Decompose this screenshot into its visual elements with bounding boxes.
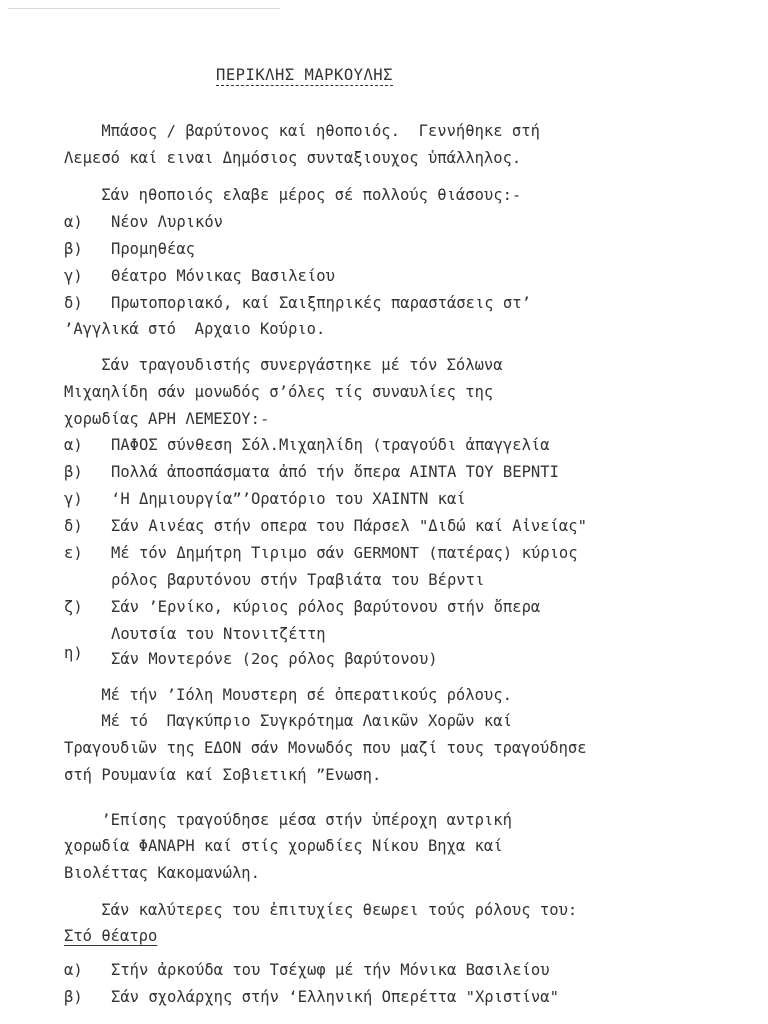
list-text: Σάν σχολάρχης στήν ‘Ελληνική Οπερέττα "Χριστίνα" xyxy=(111,988,559,1006)
list-text: ‘Η Δημιουργία”’Ορατόριο του ΧΑΙΝΤΝ καί xyxy=(111,490,466,508)
list-text: Σάν ’Ερνίκο, κύριος ρόλος βαρύτονου στήν ὄπερα xyxy=(111,598,541,616)
list-text: Σάν Αινέας στήν οπερα του Πάρσελ "Διδώ καί Αἰνείας" xyxy=(111,517,587,535)
singer-line-1: Σάν τραγουδιστής συνεργάστηκε μέ τόν Σόλωνα xyxy=(64,356,503,374)
page-title: ΠΕΡΙΚΛΗΣ ΜΑΡΚΟΥΛΗΣ xyxy=(216,66,393,84)
list-marker: γ) xyxy=(64,267,83,285)
list-text: Προμηθέας xyxy=(111,240,195,258)
list-text: Στήν ἀρκούδα του Τσέχωφ μέ τήν Μόνικα Βασιλείου xyxy=(111,961,550,979)
collab-line-1: Μέ τήν ’Ιόλη Μουστερη σέ ὀπερατικούς ρόλους. xyxy=(64,686,512,704)
list-marker: α) xyxy=(64,436,83,454)
list-text: Πρωτοποριακό, καί Σαιξπηρικές παραστάσεις στ’ xyxy=(111,294,531,312)
list-text: ρόλος βαρυτόνου στήν Τραβιάτα του Βέρντι xyxy=(111,571,485,589)
collab-line-4: στή Ρουμανία καί Σοβιετική ”Ενωση. xyxy=(64,766,382,784)
list-marker: γ) xyxy=(64,490,83,508)
singer-line-3: χορωδίας ΑΡΗ ΛΕΜΕΣΟΥ:- xyxy=(64,410,270,428)
list-marker: η) xyxy=(64,644,83,662)
list-text: Θέατρο Μόνικας Βασιλείου xyxy=(111,267,335,285)
actor-heading: Σάν ηθοποιός ελαβε μέρος σέ πολλούς θιάσους:- xyxy=(64,186,522,204)
list-marker: β) xyxy=(64,240,83,258)
list-text: Μέ τόν Δημήτρη Τιριμο σάν GERMONT (πατέρας) κύριος xyxy=(111,544,578,562)
theatre-subheading: Στό θέατρο xyxy=(64,927,158,945)
singer-line-2: Μιχαηλίδη σάν μονωδός σ’όλες τίς συναυλίες της xyxy=(64,383,494,401)
list-marker: δ) xyxy=(64,517,83,535)
list-text: Λουτσία του Ντονιτζέττη xyxy=(111,625,326,643)
list-marker: α) xyxy=(64,213,83,231)
list-text: Νέον Λυρικόν xyxy=(111,213,223,231)
collab-line-3: Τραγουδιῶν της ΕΔΟΝ σάν Μονωδός που μαζί τους τραγούδησε xyxy=(64,739,587,757)
choirs-line-3: Βιολέττας Κακομανώλη. xyxy=(64,864,260,882)
list-marker: β) xyxy=(64,463,83,481)
list-marker: β) xyxy=(64,988,83,1006)
choirs-line-1: ’Επίσης τραγούδησε μέσα στήν ὑπέροχη αντρική xyxy=(64,811,512,829)
best-line-1: Σάν καλύτερες του ἐπιτυχίες θεωρει τούς ρόλους του: xyxy=(64,901,578,919)
list-text: Πολλά ἀποσπάσματα ἀπό τήν ὄπερα ΑΙΝΤΑ ΤΟΥ ΒΕΡΝΤΙ xyxy=(111,463,559,481)
list-marker: ζ) xyxy=(64,598,83,616)
list-marker: ε) xyxy=(64,544,83,562)
list-text: ΠΑΦΟΣ σύνθεση Σόλ.Μιχαηλίδη (τραγούδι ἀπαγγελία xyxy=(111,436,550,454)
list-text: Σάν Μοντερόνε (2ος ρόλος βαρύτονου) xyxy=(111,650,438,668)
collab-line-2: Μέ τό Παγκύπριο Συγκρότημα Λαικῶν Χορῶν καί xyxy=(64,712,512,730)
choirs-line-2: χορωδία ΦΑΝΑΡΗ καί στίς χορωδίες Νίκου Βηχα καί xyxy=(64,837,503,855)
list-marker: δ) xyxy=(64,294,83,312)
list-marker: α) xyxy=(64,961,83,979)
actor-continuation: ’Αγγλικά στό Αρχαιο Κούριο. xyxy=(64,320,326,338)
scan-edge-line xyxy=(8,8,280,9)
intro-line-1: Μπάσος / βαρύτονος καί ηθοποιός. Γεννήθηκε στή xyxy=(64,122,540,140)
intro-line-2: Λεμεσό καί ειναι Δημόσιος συνταξιουχος ὑπάλληλος. xyxy=(64,149,522,167)
